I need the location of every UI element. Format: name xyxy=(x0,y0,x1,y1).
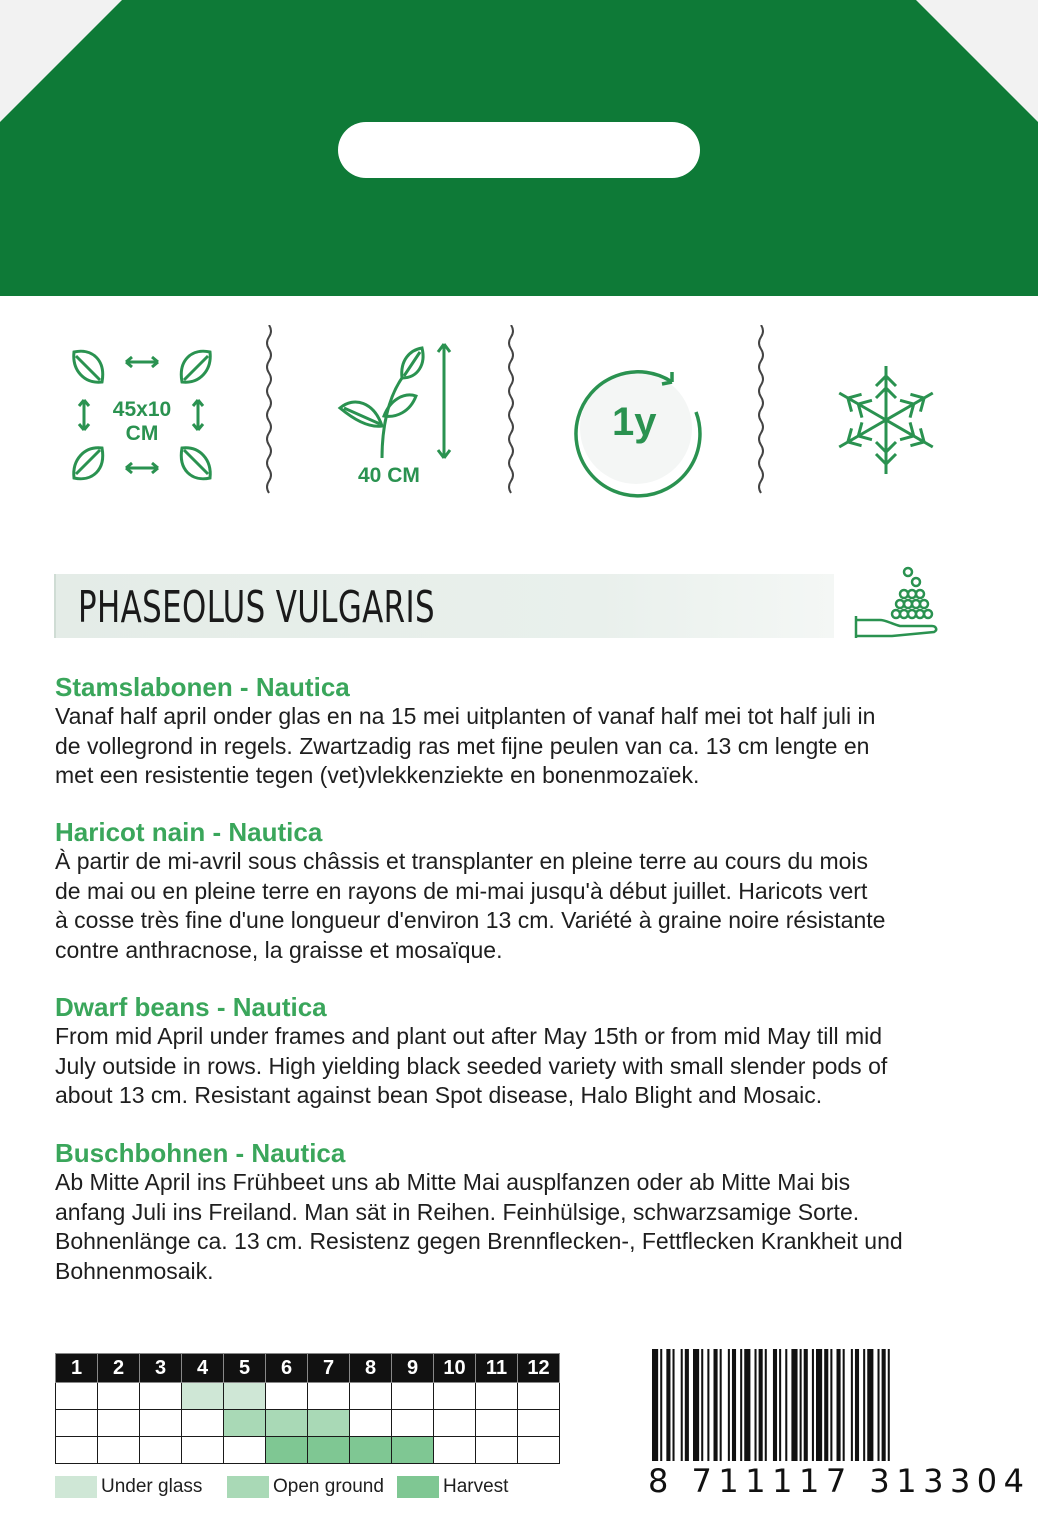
latin-name: PHASEOLUS VULGARIS xyxy=(78,582,436,633)
section-text-line: contre anthracnose, la graisse et mosaïque. xyxy=(55,936,503,963)
wavy-divider xyxy=(754,325,768,500)
section-german xyxy=(55,1138,985,1286)
annual-cycle-icon xyxy=(564,358,709,498)
calendar-cell xyxy=(476,1437,518,1464)
section-french xyxy=(55,817,985,965)
legend-label: Under glass xyxy=(101,1476,203,1497)
packet-corner-left xyxy=(0,0,122,122)
section-english xyxy=(55,992,985,1111)
calendar-cell xyxy=(308,1437,350,1464)
calendar-cell xyxy=(182,1383,224,1410)
calendar-month-header: 9 xyxy=(392,1354,434,1383)
legend-label: Harvest xyxy=(443,1476,509,1497)
calendar-cell xyxy=(98,1437,140,1464)
calendar-month-header: 6 xyxy=(266,1354,308,1383)
spacing-unit: CM xyxy=(125,422,159,445)
calendar-cell xyxy=(266,1383,308,1410)
calendar-cell xyxy=(224,1383,266,1410)
legend-swatch xyxy=(227,1476,269,1498)
calendar-month-header: 3 xyxy=(140,1354,182,1383)
calendar-cell xyxy=(56,1383,98,1410)
section-title: Dwarf beans - Nautica xyxy=(55,992,327,1022)
calendar-cell xyxy=(392,1383,434,1410)
legend-item-harvest xyxy=(397,1474,508,1500)
calendar-row-open_ground xyxy=(56,1410,560,1437)
section-title: Haricot nain - Nautica xyxy=(55,817,323,847)
calendar-cell xyxy=(392,1437,434,1464)
calendar-cell xyxy=(266,1437,308,1464)
calendar-cell xyxy=(518,1437,560,1464)
legend-swatch xyxy=(397,1476,439,1498)
plant-spacing-icon xyxy=(62,340,222,490)
section-title: Stamslabonen - Nautica xyxy=(55,672,350,702)
calendar-row-harvest xyxy=(56,1437,560,1464)
calendar-month-header: 11 xyxy=(476,1354,518,1383)
calendar-cell xyxy=(56,1437,98,1464)
calendar-cell xyxy=(98,1383,140,1410)
calendar-cell xyxy=(350,1437,392,1464)
wavy-divider xyxy=(504,325,518,500)
snowflake-icon xyxy=(828,362,944,478)
section-text-line: about 13 cm. Resistant against bean Spot disease, Halo Blight and Mosaic. xyxy=(55,1082,823,1108)
calendar-cell xyxy=(224,1410,266,1437)
calendar-cell xyxy=(392,1410,434,1437)
section-text-line: Bohnenmosaik. xyxy=(55,1257,214,1284)
legend-item-under_glass xyxy=(55,1474,202,1500)
calendar-cell xyxy=(266,1410,308,1437)
calendar-month-header: 7 xyxy=(308,1354,350,1383)
wavy-divider xyxy=(262,325,276,500)
spacing-label: 45x10 xyxy=(112,398,172,421)
calendar-legend xyxy=(55,1474,615,1500)
calendar-month-header: 5 xyxy=(224,1354,266,1383)
barcode-number: 8 711117 313304 xyxy=(648,1462,1031,1500)
calendar-cell xyxy=(476,1410,518,1437)
calendar-cell xyxy=(140,1410,182,1437)
packet-corner-right xyxy=(916,0,1038,122)
calendar-cell xyxy=(308,1383,350,1410)
calendar-month-header: 8 xyxy=(350,1354,392,1383)
cycle-label: 1y xyxy=(612,400,657,444)
seeds-in-hand-icon xyxy=(852,564,942,649)
calendar-cell xyxy=(98,1410,140,1437)
section-text-line: Ab Mitte April ins Frühbeet uns ab Mitte Mai ausplfanzen oder ab Mitte Mai bis xyxy=(55,1169,851,1195)
height-label: 40 CM xyxy=(358,464,420,487)
calendar-cell xyxy=(518,1410,560,1437)
section-text-line: From mid April under frames and plant out after May 15th or from mid May till mid xyxy=(55,1023,883,1049)
calendar-cell xyxy=(518,1383,560,1410)
calendar-row-under_glass xyxy=(56,1383,560,1410)
calendar-cell xyxy=(434,1410,476,1437)
calendar-cell xyxy=(182,1437,224,1464)
calendar-month-header: 1 xyxy=(56,1354,98,1383)
legend-swatch xyxy=(55,1476,97,1498)
calendar-cell xyxy=(224,1437,266,1464)
section-text-line: à cosse très fine d'une longueur d'environ 13 cm. Variété à graine noire résistante xyxy=(55,907,886,933)
calendar-cell xyxy=(350,1410,392,1437)
section-dutch xyxy=(55,672,985,791)
section-text-line: July outside in rows. High yielding black seeded variety with small slender pods of xyxy=(55,1052,888,1079)
section-text-line: de mai ou en pleine terre en rayons de mi-mai jusqu'à début juillet. Haricots vert xyxy=(55,877,868,904)
plant-height-icon xyxy=(330,338,460,487)
section-text-line: de vollegrond in regels. Zwartzadig ras met fijne peulen van ca. 13 cm lengte en xyxy=(55,732,870,759)
section-text-line: anfang Juli ins Freiland. Man sät in Reihen. Feinhülsige, schwarzsamige Sorte. xyxy=(55,1198,860,1225)
section-text-line: Vanaf half april onder glas en na 15 mei uitplanten of vanaf half mei tot half juli in xyxy=(55,703,876,729)
section-text-line: met een resistentie tegen (vet)vlekkenziekte en bonenmozaïek. xyxy=(55,762,700,788)
calendar-cell xyxy=(308,1410,350,1437)
sowing-calendar xyxy=(55,1353,560,1464)
calendar-cell xyxy=(434,1437,476,1464)
hang-slot xyxy=(338,122,700,178)
calendar-month-header: 2 xyxy=(98,1354,140,1383)
calendar-cell xyxy=(140,1383,182,1410)
section-text-line: À partir de mi-avril sous châssis et transplanter en pleine terre au cours du mois xyxy=(55,848,869,874)
calendar-cell xyxy=(182,1410,224,1437)
calendar-cell xyxy=(434,1383,476,1410)
barcode xyxy=(650,1349,980,1469)
legend-label: Open ground xyxy=(273,1476,384,1497)
calendar-month-header: 12 xyxy=(518,1354,560,1383)
calendar-month-header: 10 xyxy=(434,1354,476,1383)
calendar-cell xyxy=(140,1437,182,1464)
calendar-cell xyxy=(476,1383,518,1410)
calendar-cell xyxy=(56,1410,98,1437)
calendar-month-header: 4 xyxy=(182,1354,224,1383)
section-title: Buschbohnen - Nautica xyxy=(55,1138,346,1168)
calendar-cell xyxy=(350,1383,392,1410)
section-text-line: Bohnenlänge ca. 13 cm. Resistenz gegen Brennflecken-, Fettflecken Krankheit und xyxy=(55,1228,903,1254)
legend-item-open_ground xyxy=(227,1474,384,1500)
